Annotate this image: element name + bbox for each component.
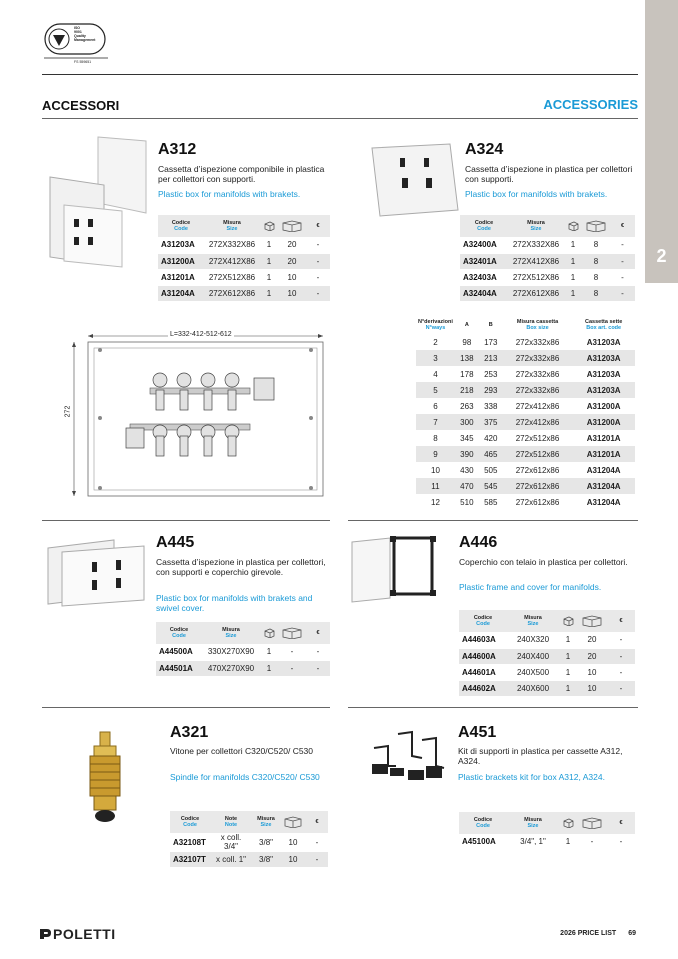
- table-cell: 213: [479, 350, 503, 366]
- a312-description-en: Plastic box for manifolds with brakets.: [158, 189, 301, 199]
- a446-price-table: [459, 610, 635, 697]
- table-row: [416, 494, 635, 510]
- table-row: [416, 462, 635, 478]
- table-cell: 293: [479, 382, 503, 398]
- brand-mark-icon: [38, 928, 52, 940]
- brand-logo: [38, 926, 116, 942]
- col-code: Codice Code: [158, 215, 204, 237]
- price-list-label: 2026 PRICE LIST: [560, 930, 617, 937]
- box-icon: [260, 215, 278, 237]
- table-row: A32404A 272X612X86 1 8 -: [460, 285, 635, 301]
- table-cell: 4: [433, 369, 438, 379]
- cert-code: FS 559651: [74, 60, 92, 64]
- table-cell: 420: [484, 433, 498, 443]
- col-a: A: [464, 322, 469, 328]
- footer-info: [560, 930, 636, 937]
- divider-right-1: [348, 520, 638, 521]
- a324-description-it: Cassetta d’ispezione in plastica per collettori con supporti.: [465, 164, 633, 184]
- carton-icon: [278, 622, 306, 644]
- table-cell: 272x332x86: [503, 350, 573, 366]
- table-cell: A31201A: [572, 446, 635, 462]
- table-cell: 272x332x86: [503, 382, 573, 398]
- carton-icon: [577, 812, 607, 834]
- divider-left-1: [42, 520, 330, 521]
- table-cell: 272x332x86: [515, 369, 560, 379]
- a451-code: A451: [458, 724, 497, 741]
- col-box-code: Cassetta sette Box art. code: [585, 319, 623, 331]
- drawing-width-label: L=332-412-512-612: [170, 331, 232, 338]
- table-row: A32401A 272X412X86 1 8 -: [460, 253, 635, 269]
- table-cell: 272x612x86: [503, 478, 573, 494]
- table-row: [416, 478, 635, 494]
- col-size: Misura Size: [252, 811, 280, 833]
- a445-code: A445: [156, 534, 195, 551]
- section-title-it: ACCESSORI: [42, 98, 120, 113]
- a451-product-image: [368, 726, 448, 788]
- table-cell: 6: [433, 401, 438, 411]
- chapter-tab: [645, 0, 678, 283]
- table-cell: 470: [455, 478, 479, 494]
- table-row: [416, 398, 635, 414]
- a324-product-image: [370, 140, 460, 220]
- a321-description-it: Vitone per collettori C320/C520/ C530: [170, 746, 314, 756]
- col-price: €: [306, 811, 328, 833]
- brand-name: POLETTI: [53, 926, 116, 942]
- col-note: Note Note: [210, 811, 252, 833]
- a446-description-it: Coperchio con telaio in plastica per collettori.: [459, 557, 628, 567]
- table-row: A44602A 240X600 1 10 -: [459, 680, 635, 696]
- table-cell: 545: [479, 478, 503, 494]
- table-row: A44603A 240X320 1 20 -: [459, 632, 635, 648]
- table-row: A31201A 272X512X86 1 10 -: [158, 269, 330, 285]
- table-cell: 10: [431, 465, 440, 475]
- table-row: A44500A 330X270X90 1 - -: [156, 644, 330, 660]
- col-price: €: [306, 622, 330, 644]
- table-row: A44600A 240X400 1 20 -: [459, 648, 635, 664]
- table-cell: A31200A: [572, 414, 635, 430]
- a324-code: A324: [465, 141, 504, 158]
- col-code: Codice Code: [460, 215, 508, 237]
- table-cell: 430: [460, 465, 474, 475]
- a446-product-image: [350, 534, 442, 604]
- a445-description-it: Cassetta d’ispezione in plastica per collettori, con supporti e coperchio girevole.: [156, 557, 326, 577]
- a446-description-en: Plastic frame and cover for manifolds.: [459, 582, 602, 592]
- col-size: Misura Size: [204, 215, 260, 237]
- table-row: A44501A 470X270X90 1 - -: [156, 660, 330, 676]
- col-ways: N°derivazioni N°ways: [418, 319, 453, 331]
- col-size: Misura Size: [507, 812, 559, 834]
- table-cell: 338: [484, 401, 498, 411]
- drawing-height-label: 272: [64, 405, 72, 418]
- a312-price-table: [158, 215, 330, 302]
- table-cell: A31203A: [586, 337, 621, 347]
- table-cell: 272x412x86: [503, 414, 573, 430]
- table-row: [416, 430, 635, 446]
- a445-description-en: Plastic box for manifolds with brakets and swivel cover.: [156, 593, 313, 613]
- table-row: A32107T x coll. 1" 3/8" 10 -: [170, 852, 328, 868]
- table-cell: 375: [479, 414, 503, 430]
- table-row: A32400A 272X332X86 1 8 -: [460, 237, 635, 253]
- table-cell: 98: [462, 337, 472, 347]
- table-row: A45100A 3/4", 1" 1 - -: [459, 834, 635, 850]
- a321-price-table: [170, 811, 328, 868]
- table-cell: A31204A: [586, 465, 621, 475]
- a324-price-table: [460, 215, 635, 302]
- table-row: A31204A 272X612X86 1 10 -: [158, 285, 330, 301]
- table-cell: A31204A: [572, 478, 635, 494]
- col-b: B: [488, 322, 493, 328]
- col-size: Misura Size: [508, 215, 564, 237]
- table-row: [416, 334, 635, 350]
- table-cell: 272x332x86: [515, 337, 560, 347]
- a446-code: A446: [459, 534, 498, 551]
- table-cell: 11: [416, 478, 455, 494]
- table-cell: 8: [433, 433, 438, 443]
- table-cell: A31204A: [586, 497, 621, 507]
- a312-code: A312: [158, 141, 197, 158]
- table-cell: 345: [460, 433, 474, 443]
- table-row: A44601A 240X500 1 10 -: [459, 664, 635, 680]
- section-rule: [42, 118, 638, 119]
- table-cell: 12: [431, 497, 440, 507]
- a312-product-image: [44, 133, 150, 269]
- table-cell: A31201A: [586, 433, 621, 443]
- col-code: Codice Code: [459, 812, 507, 834]
- table-cell: 9: [416, 446, 455, 462]
- section-title-en: ACCESSORIES: [543, 97, 638, 112]
- carton-icon: [577, 610, 607, 632]
- col-code: Codice Code: [170, 811, 210, 833]
- table-cell: 300: [455, 414, 479, 430]
- carton-icon: [280, 811, 306, 833]
- col-box-size: Misura cassetta Box size: [516, 319, 559, 331]
- a312-description-it: Cassetta d’ispezione componibile in plastica per collettori con supporti.: [158, 164, 325, 184]
- table-cell: 218: [455, 382, 479, 398]
- table-row: [416, 446, 635, 462]
- header-rule: [42, 74, 638, 75]
- table-row: A32108T x coll. 3/4" 3/8" 10 -: [170, 833, 328, 852]
- table-cell: 390: [455, 446, 479, 462]
- a451-price-table: [459, 812, 635, 851]
- table-row: [416, 350, 635, 366]
- table-cell: 138: [455, 350, 479, 366]
- table-cell: A31203A: [572, 382, 635, 398]
- a451-description-en: Plastic brackets kit for box A312, A324.: [458, 772, 605, 782]
- table-cell: 272x412x86: [515, 401, 560, 411]
- a445-price-table: [156, 622, 330, 677]
- carton-icon: [278, 215, 306, 237]
- a451-description-it: Kit di supporti in plastica per cassette A312, A324.: [458, 746, 623, 766]
- table-cell: 5: [416, 382, 455, 398]
- col-price: €: [607, 610, 635, 632]
- table-cell: 3: [416, 350, 455, 366]
- page-number: 69: [628, 930, 636, 937]
- certification-logo: [44, 22, 108, 66]
- table-cell: 505: [484, 465, 498, 475]
- table-cell: 178: [460, 369, 474, 379]
- divider-left-2: [42, 707, 330, 708]
- table-row: A31203A 272X332X86 1 20 -: [158, 237, 330, 253]
- a445-product-image: [44, 538, 150, 608]
- col-size: Misura Size: [507, 610, 559, 632]
- col-price: €: [306, 215, 330, 237]
- col-price: €: [607, 812, 635, 834]
- a321-code: A321: [170, 724, 209, 741]
- table-row: [416, 414, 635, 430]
- table-row: A31200A 272X412X86 1 20 -: [158, 253, 330, 269]
- table-row: [416, 366, 635, 382]
- table-cell: 465: [479, 446, 503, 462]
- box-icon: [559, 812, 577, 834]
- derivations-table: [416, 316, 635, 510]
- table-cell: 173: [484, 337, 498, 347]
- col-price: €: [610, 215, 635, 237]
- table-cell: 585: [484, 497, 498, 507]
- cert-text: ISO 9001 Quality Management: [74, 26, 96, 42]
- carton-icon: [582, 215, 610, 237]
- table-cell: 510: [460, 497, 474, 507]
- table-row: A32403A 272X512X86 1 8 -: [460, 269, 635, 285]
- col-code: Codice Code: [459, 610, 507, 632]
- col-size: Misura Size: [202, 622, 260, 644]
- table-cell: A31203A: [572, 350, 635, 366]
- chapter-number: 2: [656, 246, 667, 266]
- table-cell: A31203A: [586, 369, 621, 379]
- table-cell: 7: [416, 414, 455, 430]
- manifold-technical-drawing: [64, 328, 330, 500]
- a324-description-en: Plastic box for manifolds with brakets.: [465, 189, 608, 199]
- table-cell: 272x512x86: [515, 433, 560, 443]
- table-cell: 253: [484, 369, 498, 379]
- a321-product-image: [80, 730, 130, 830]
- col-code: Codice Code: [156, 622, 202, 644]
- table-cell: 2: [433, 337, 438, 347]
- box-icon: [260, 622, 278, 644]
- a321-description-en: Spindle for manifolds C320/C520/ C530: [170, 772, 320, 782]
- table-cell: 263: [460, 401, 474, 411]
- box-icon: [564, 215, 582, 237]
- table-cell: 272x612x86: [515, 497, 560, 507]
- table-cell: 272x612x86: [515, 465, 560, 475]
- divider-right-2: [348, 707, 638, 708]
- box-icon: [559, 610, 577, 632]
- table-cell: 272x512x86: [503, 446, 573, 462]
- table-cell: A31200A: [586, 401, 621, 411]
- table-row: [416, 382, 635, 398]
